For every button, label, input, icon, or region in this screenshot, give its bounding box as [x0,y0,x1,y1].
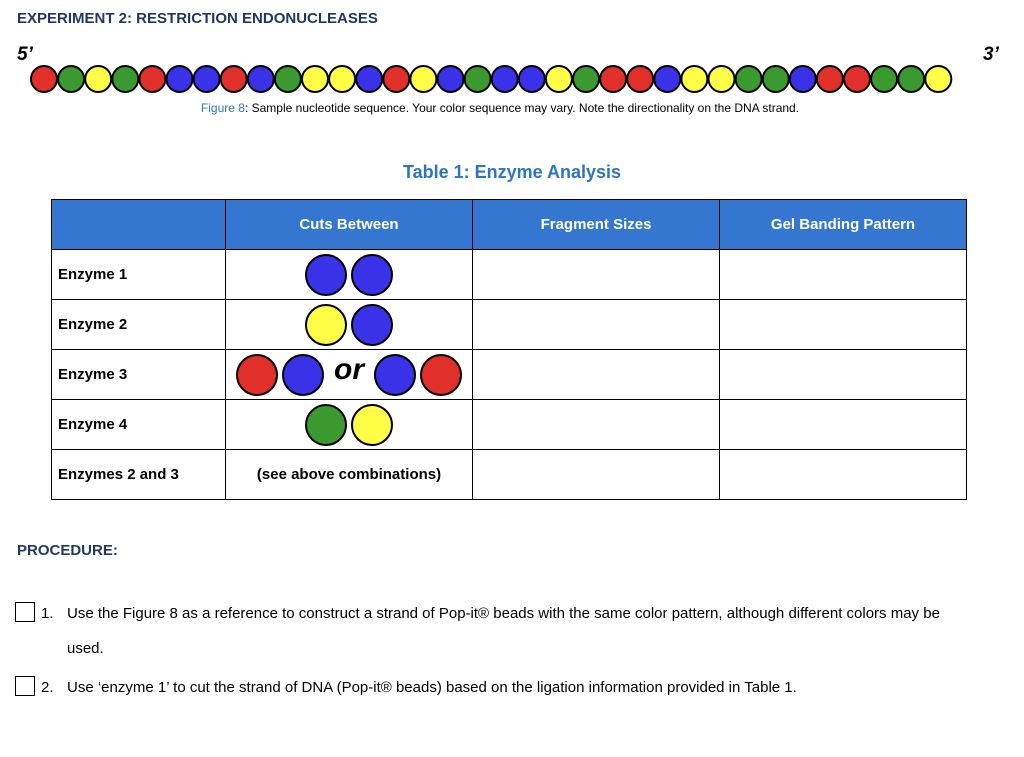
procedure-heading: PROCEDURE: [17,542,118,559]
bead-blue [167,66,193,92]
cuts-text: (see above combinations) [256,465,442,483]
step-number: 1. [41,605,54,622]
bead-blue [248,66,274,92]
header-cuts-between: Cuts Between [226,200,473,250]
yellow-bead-icon [305,304,347,346]
table-header-row [52,200,967,250]
figure-caption-text: : Sample nucleotide sequence. Your color sequence may vary. Note the directionality on the DNA strand. [244,101,800,115]
bead-yellow [925,66,951,92]
header-fragment-sizes: Fragment Sizes [473,200,720,250]
blue-bead-icon [305,254,347,296]
bead-green [573,66,599,92]
enzyme-analysis-table [51,199,967,500]
bead-blue [519,66,545,92]
bead-blue [438,66,464,92]
bead-red [139,66,165,92]
bead-yellow [546,66,572,92]
enzyme-label: Enzymes 2 and 3 [52,450,226,500]
blue-bead-icon [351,304,393,346]
bead-blue [492,66,518,92]
bead-yellow [302,66,328,92]
gel-banding-cell[interactable] [720,450,967,500]
header-gel-banding-pattern: Gel Banding Pattern [720,200,967,250]
bead-green [112,66,138,92]
step-text: Use the Figure 8 as a reference to construct a strand of Pop-it® beads with the same color pattern, although different colors may be used. [67,605,940,657]
step-text: Use ‘enzyme 1’ to cut the strand of DNA (Pop-it® beads) based on the ligation information provided in Table 1. [67,679,797,696]
bead-green [763,66,789,92]
bead-blue [654,66,680,92]
bead-red [383,66,409,92]
fragment-sizes-cell[interactable] [473,350,720,400]
blue-bead-icon [351,254,393,296]
bead-yellow [709,66,735,92]
experiment-title: EXPERIMENT 2: RESTRICTION ENDONUCLEASES [17,10,378,27]
bead-red [844,66,870,92]
bead-green [275,66,301,92]
enzyme-label: Enzyme 2 [52,300,226,350]
bead-blue [790,66,816,92]
bead-yellow [85,66,111,92]
fragment-sizes-cell[interactable] [473,400,720,450]
dna-bead-strand [0,62,1024,96]
bead-blue [356,66,382,92]
table-row [52,400,967,450]
red-bead-icon [420,354,462,396]
table-row [52,450,967,500]
strand-3-prime-label: 3’ [983,44,999,65]
cuts-between-cell [226,300,473,350]
green-bead-icon [305,404,347,446]
bead-red [600,66,626,92]
bead-blue [194,66,220,92]
bead-red [627,66,653,92]
bead-green [871,66,897,92]
enzyme-label: Enzyme 4 [52,400,226,450]
enzyme-label: Enzyme 1 [52,250,226,300]
bead-green [736,66,762,92]
or-text: or [334,352,364,386]
figure-caption [0,101,1000,115]
strand-5-prime-label: 5’ [17,44,33,65]
cuts-between-cell [226,450,473,500]
gel-banding-cell[interactable] [720,300,967,350]
red-bead-icon [236,354,278,396]
blue-bead-icon [282,354,324,396]
enzyme-label: Enzyme 3 [52,350,226,400]
cuts-between-cell [226,400,473,450]
gel-banding-cell[interactable] [720,400,967,450]
blue-bead-icon [374,354,416,396]
step-number: 2. [41,679,54,696]
bead-green [898,66,924,92]
gel-banding-cell[interactable] [720,350,967,400]
bead-yellow [410,66,436,92]
step-1-checkbox[interactable] [15,602,35,622]
bead-yellow [681,66,707,92]
table-row [52,250,967,300]
figure-label: Figure 8 [200,101,245,115]
yellow-bead-icon [351,404,393,446]
bead-red [31,66,57,92]
step-2-checkbox[interactable] [15,676,35,696]
bead-red [221,66,247,92]
table-row [52,350,967,400]
cuts-between-cell [226,250,473,300]
header-empty [52,200,226,250]
bead-green [58,66,84,92]
fragment-sizes-cell[interactable] [473,450,720,500]
fragment-sizes-cell[interactable] [473,300,720,350]
cuts-between-cell [226,350,473,400]
bead-green [465,66,491,92]
fragment-sizes-cell[interactable] [473,250,720,300]
table-row [52,300,967,350]
gel-banding-cell[interactable] [720,250,967,300]
table-title: Table 1: Enzyme Analysis [402,162,622,182]
bead-red [817,66,843,92]
bead-yellow [329,66,355,92]
